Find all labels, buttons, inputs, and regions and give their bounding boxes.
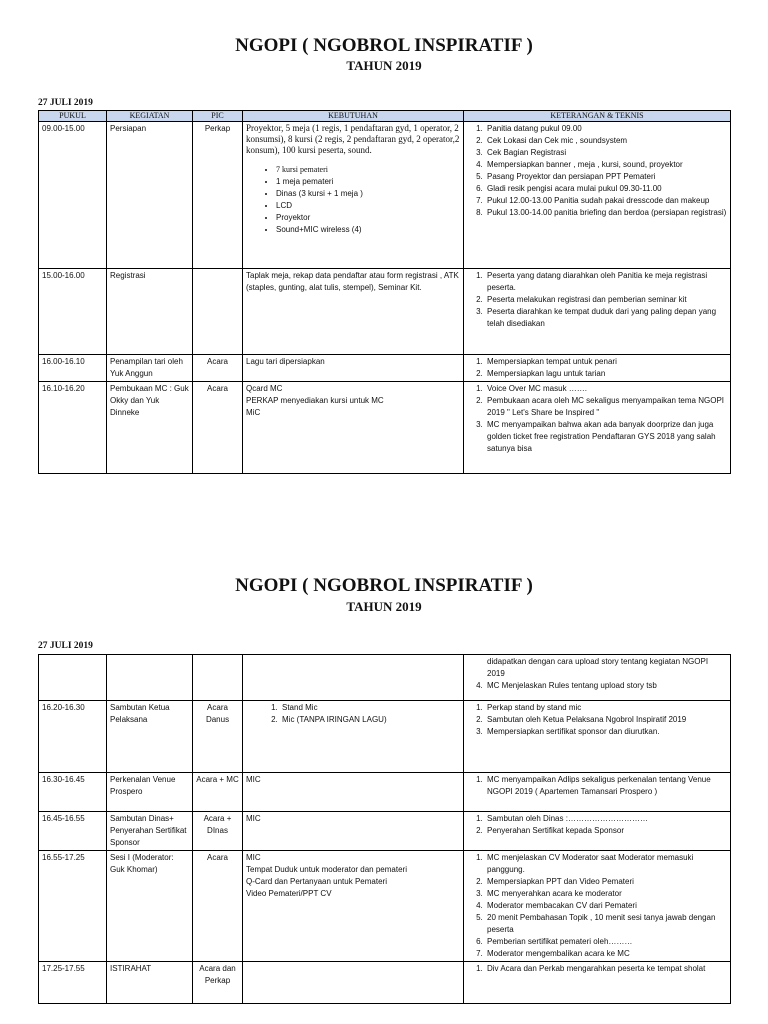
event-date: 27 JULI 2019 [38,641,93,651]
keterangan-list [467,852,727,960]
cell-keterangan [464,355,731,382]
table-row [39,655,731,701]
kebutuhan-line: PERKAP menyediakan kursi untuk MC [246,396,384,405]
page-title: NGOPI ( NGOBROL INSPIRATIF ) [235,575,533,596]
cell-pic: Acara [193,355,243,382]
schedule-table [38,110,731,474]
list-item: 6. Pemberian sertifikat pemateri oleh……… [485,936,727,948]
cell-pic: Acara dan Perkap [193,962,243,1004]
cell-kebutuhan [243,122,464,269]
cell-pic: Perkap [193,122,243,269]
list-item: • LCD [276,200,460,212]
cell-pukul: 17.25-17.55 [39,962,107,1004]
cell-kegiatan: Sambutan Dinas+ Penyerahan Sertifikat Sponsor [107,812,193,851]
cell-kebutuhan: Taplak meja, rekap data pendaftar atau form registrasi , ATK (staples, gunting, alat tulis, stempel), Seminar Kit. [243,269,464,355]
list-item: 2. Mic (TANPA IRINGAN LAGU) [280,714,460,726]
kebutuhan-line: MiC [246,408,261,417]
cell-keterangan [464,812,731,851]
list-item: 5. 20 menit Pembahasan Topik , 10 menit sesi tanya jawab dengan peserta [485,912,727,936]
cell-pic: Acara + DInas [193,812,243,851]
cell-kebutuhan [243,382,464,474]
kebutuhan-text: Proyektor, 5 meja (1 regis, 1 pendaftaran gyd, 1 operator, 2 konsumsi), 8 kursi (2 regis, 2 pendaftaran gyd, 2 operator,2 konsum), 100 kursi peserta, sound. [246,123,460,155]
header-keterangan: KETERANGAN & TEKNIS [464,111,731,122]
list-item: 3. Cek Bagian Registrasi [485,147,727,159]
cell-pic: Acara [193,851,243,962]
list-item: 4. Mempersiapkan banner , meja , kursi, sound, proyektor [485,159,727,171]
keterangan-list [467,702,727,738]
keterangan-list [467,963,727,975]
cell-pukul: 09.00-15.00 [39,122,107,269]
list-item: 1. Div Acara dan Perkab mengarahkan peserta ke tempat sholat [485,963,727,975]
list-item: 1. Stand Mic [280,702,460,714]
cell-kegiatan: Persiapan [107,122,193,269]
list-item: 1. Panitia datang pukul 09.00 [485,123,727,135]
table-row [39,382,731,474]
table-row [39,851,731,962]
cell-pukul: 16.10-16.20 [39,382,107,474]
cell-pukul: 16.45-16.55 [39,812,107,851]
list-item: 2. Mempersiapkan PPT dan Video Pemateri [485,876,727,888]
kebutuhan-line: MIC [246,853,261,862]
header-kebutuhan: KEBUTUHAN [243,111,464,122]
cell-keterangan [464,851,731,962]
list-item: • Dinas (3 kursi + 1 meja ) [276,188,460,200]
cell-kebutuhan: MIC [243,773,464,812]
cell-pukul: 16.55-17.25 [39,851,107,962]
keterangan-list [467,270,727,330]
keterangan-list [467,813,727,837]
kebutuhan-line: Tempat Duduk untuk moderator dan pemateri [246,865,407,874]
list-item: 1. Mempersiapkan tempat untuk penari [485,356,727,368]
cell-pic [193,269,243,355]
cell-kebutuhan: MIC [243,812,464,851]
cell-pukul: 15.00-16.00 [39,269,107,355]
cell-kegiatan: Pembukaan MC : Guk Okky dan Yuk Dinneke [107,382,193,474]
list-item: 3. MC menyerahkan acara ke moderator [485,888,727,900]
kebutuhan-line: Qcard MC [246,384,283,393]
cell-keterangan [464,701,731,773]
cell-keterangan [464,962,731,1004]
cell-keterangan [464,773,731,812]
list-item: 7. Pukul 12.00-13.00 Panitia sudah pakai dresscode dan makeup [485,195,727,207]
list-item: 2. Pembukaan acara oleh MC sekaligus menyampaikan tema NGOPI 2019 " Let's Share be Inspired " [485,395,727,419]
cell-kegiatan: ISTIRAHAT [107,962,193,1004]
list-item: 7. Moderator mengembalikan acara ke MC [485,948,727,960]
list-item: 6. Gladi resik pengisi acara mulai pukul 09.30-11.00 [485,183,727,195]
cell-kegiatan: Sesi I (Moderator: Guk Khomar) [107,851,193,962]
cell-pukul: 16.20-16.30 [39,701,107,773]
list-item: 5. Pasang Proyektor dan persiapan PPT Pemateri [485,171,727,183]
cell-keterangan [464,382,731,474]
header-kegiatan: KEGIATAN [107,111,193,122]
keterangan-list [467,680,727,692]
list-item: 8. Pukul 13.00-14.00 panitia briefing dan berdoa (persiapan registrasi) [485,207,727,219]
list-item: 1. MC menyampaikan Adlips sekaligus perkenalan tentang Venue NGOPI 2019 ( Apartemen Tamansari Prospero ) [485,774,727,798]
table-header-row [39,111,731,122]
list-item: 1. Perkap stand by stand mic [485,702,727,714]
table-row [39,355,731,382]
list-item: 1. Sambutan oleh Dinas :………………………… [485,813,727,825]
cell-kegiatan: Registrasi [107,269,193,355]
list-item: 2. Cek Lokasi dan Cek mic , soundsystem [485,135,727,147]
table-row [39,962,731,1004]
list-item: 3. Mempersiapkan sertifikat sponsor dan diurutkan. [485,726,727,738]
list-item: 4. Moderator membacakan CV dari Pemateri [485,900,727,912]
cell-pic: Acara + MC [193,773,243,812]
keterangan-list [467,383,727,455]
page-subtitle: TAHUN 2019 [346,58,422,73]
table-row [39,773,731,812]
cell-pukul: 16.30-16.45 [39,773,107,812]
list-item: 4. MC Menjelaskan Rules tentang upload story tsb [485,680,727,692]
list-item: 1. Voice Over MC masuk ……. [485,383,727,395]
header-pic: PIC [193,111,243,122]
keterangan-continuation: didapatkan dengan cara upload story tentang kegiatan NGOPI 2019 [487,657,709,678]
list-item: • 7 kursi pemateri [276,164,460,176]
list-item: • Proyektor [276,212,460,224]
cell-pukul: 16.00-16.10 [39,355,107,382]
schedule-table [38,654,731,1004]
header-pukul: PUKUL [39,111,107,122]
table-row [39,269,731,355]
cell-pic: Acara Danus [193,701,243,773]
list-item: • Sound+MIC wireless (4) [276,224,460,236]
cell-kebutuhan: Lagu tari dipersiapkan [243,355,464,382]
cell-kebutuhan [243,701,464,773]
list-item: 1. MC menjelaskan CV Moderator saat Moderator memasuki panggung. [485,852,727,876]
keterangan-list [467,123,727,219]
page-title: NGOPI ( NGOBROL INSPIRATIF ) [235,35,533,56]
cell-keterangan [464,122,731,269]
event-date: 27 JULI 2019 [38,98,93,108]
cell-keterangan [464,269,731,355]
keterangan-list [467,356,727,380]
list-item: 2. Penyerahan Sertifikat kepada Sponsor [485,825,727,837]
list-item: 2. Mempersiapkan lagu untuk tarian [485,368,727,380]
kebutuhan-list [246,702,460,726]
list-item: 1. Peserta yang datang diarahkan oleh Panitia ke meja registrasi peserta. [485,270,727,294]
list-item: 3. MC menyampaikan bahwa akan ada banyak doorprize dan juga golden ticket free registration Pendaftaran GYS 2018 yang salah satunya bisa [485,419,727,455]
list-item: 2. Sambutan oleh Ketua Pelaksana Ngobrol Inspiratif 2019 [485,714,727,726]
keterangan-list [467,774,727,798]
cell-kegiatan: Penampilan tari oleh Yuk Anggun [107,355,193,382]
page-subtitle: TAHUN 2019 [346,599,422,614]
kebutuhan-line: Video Pemateri/PPT CV [246,889,332,898]
list-item: 3. Peserta diarahkan ke tempat duduk dari yang paling depan yang telah disediakan [485,306,727,330]
table-row [39,122,731,269]
cell-kegiatan: Sambutan Ketua Pelaksana [107,701,193,773]
cell-kebutuhan [243,962,464,1004]
list-item: 2. Peserta melakukan registrasi dan pemberian seminar kit [485,294,727,306]
list-item: • 1 meja pemateri [276,176,460,188]
table-row [39,701,731,773]
cell-kegiatan: Perkenalan Venue Prospero [107,773,193,812]
cell-keterangan [464,655,731,701]
cell-kebutuhan [243,851,464,962]
kebutuhan-list [246,164,460,236]
table-row [39,812,731,851]
cell-pic: Acara [193,382,243,474]
kebutuhan-line: Q-Card dan Pertanyaan untuk Pemateri [246,877,387,886]
